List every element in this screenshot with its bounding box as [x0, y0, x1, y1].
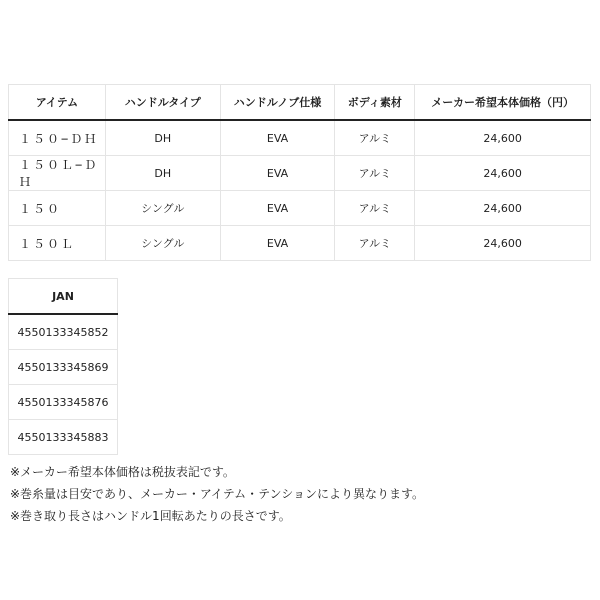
- item-cell: １５０−ＤＨ: [9, 120, 106, 156]
- price-cell: 24,600: [415, 226, 591, 261]
- header-handle-type: ハンドルタイプ: [105, 85, 220, 121]
- jan-code-cell: 4550133345852: [9, 314, 118, 350]
- jan-code-cell: 4550133345883: [9, 420, 118, 455]
- body-material-cell: アルミ: [335, 120, 415, 156]
- body-material-cell: アルミ: [335, 226, 415, 261]
- header-body-material: ボディ素材: [335, 85, 415, 121]
- jan-table: [8, 278, 118, 455]
- jan-code-cell: 4550133345869: [9, 350, 118, 385]
- body-material-cell: アルミ: [335, 191, 415, 226]
- table-row: [9, 314, 118, 350]
- item-cell: １５０Ｌ−ＤＨ: [9, 156, 106, 191]
- handle-type-cell: シングル: [105, 191, 220, 226]
- header-jan: JAN: [9, 279, 118, 315]
- table-row: [9, 226, 591, 261]
- table-row: [9, 350, 118, 385]
- spec-header-row: [9, 85, 591, 121]
- notes: [10, 461, 424, 527]
- note-price-tax: ※メーカー希望本体価格は税抜表記です。: [10, 465, 235, 479]
- note-line-capacity: ※巻糸量は目安であり、メーカー・アイテム・テンションにより異なります。: [10, 487, 425, 501]
- price-cell: 24,600: [415, 156, 591, 191]
- header-handle-knob: ハンドルノブ仕様: [220, 85, 335, 121]
- handle-knob-cell: EVA: [220, 191, 335, 226]
- handle-knob-cell: EVA: [220, 226, 335, 261]
- price-cell: 24,600: [415, 120, 591, 156]
- note-retrieve-length: ※巻き取り長さはハンドル1回転あたりの長さです。: [10, 509, 291, 523]
- spec-table: [8, 84, 591, 261]
- table-row: [9, 120, 591, 156]
- item-cell: １５０Ｌ: [9, 226, 106, 261]
- table-row: [9, 385, 118, 420]
- table-row: [9, 191, 591, 226]
- body-material-cell: アルミ: [335, 156, 415, 191]
- table-row: [9, 156, 591, 191]
- handle-type-cell: シングル: [105, 226, 220, 261]
- handle-type-cell: DH: [105, 156, 220, 191]
- handle-type-cell: DH: [105, 120, 220, 156]
- header-item: アイテム: [9, 85, 106, 121]
- header-price: メーカー希望本体価格（円）: [415, 85, 591, 121]
- jan-code-cell: 4550133345876: [9, 385, 118, 420]
- handle-knob-cell: EVA: [220, 120, 335, 156]
- table-row: [9, 420, 118, 455]
- jan-header-row: [9, 279, 118, 315]
- price-cell: 24,600: [415, 191, 591, 226]
- handle-knob-cell: EVA: [220, 156, 335, 191]
- item-cell: １５０: [9, 191, 106, 226]
